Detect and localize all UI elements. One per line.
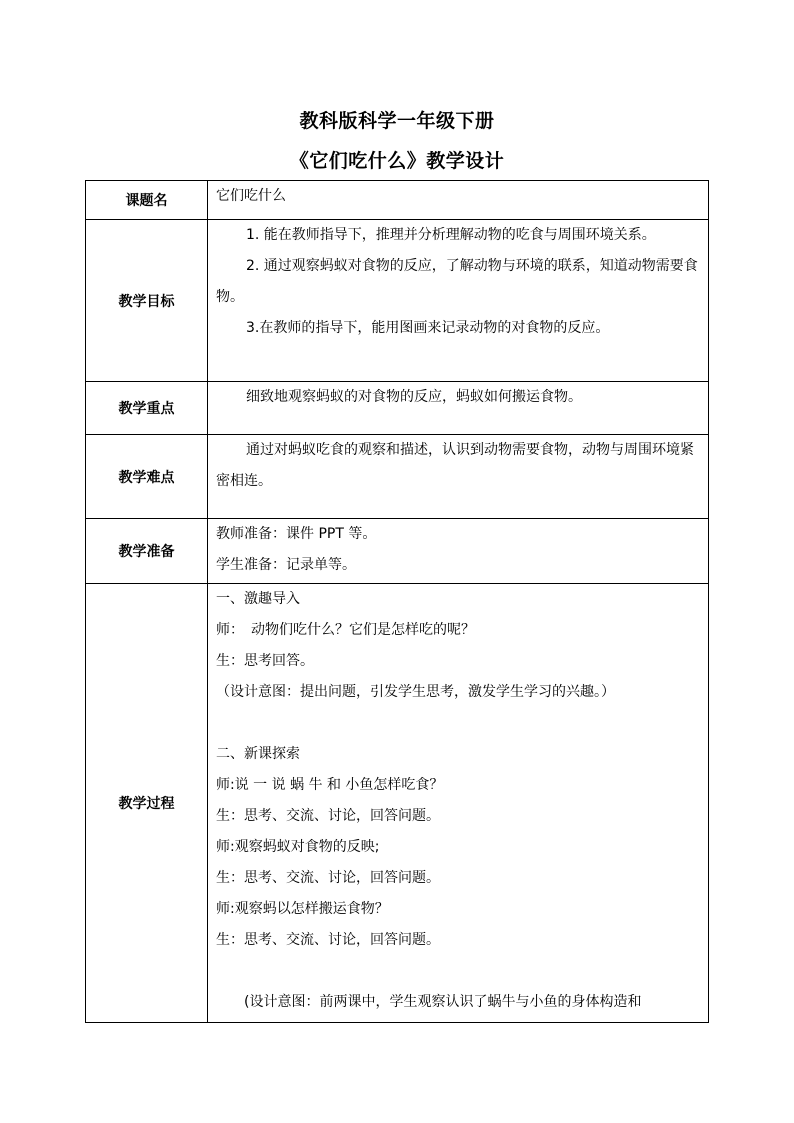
process-line: 师： 动物们吃什么？它们是怎样吃的呢？ xyxy=(216,622,475,638)
goals-content xyxy=(208,220,709,382)
process-line: 生：思考、交流、讨论，回答问题。 xyxy=(216,932,440,948)
process-line: 师:观察蚂以怎样搬运食物？ xyxy=(216,901,389,917)
teacher-preparation: 教师准备：课件 PPT 等。 xyxy=(216,526,377,542)
goals-row xyxy=(86,220,709,382)
process-content xyxy=(208,584,709,1023)
goals-label: 教学目标 xyxy=(86,220,208,382)
topic-row xyxy=(86,181,709,220)
blank-line xyxy=(216,708,702,739)
blank-line xyxy=(216,956,702,987)
difficulties-label: 教学难点 xyxy=(86,435,208,519)
process-line: 一、激趣导入 xyxy=(216,591,300,607)
process-line: 师:观察蚂蚁对食物的反映; xyxy=(216,839,380,855)
process-line: 师:说 一 说 蜗 牛 和 小鱼怎样吃食？ xyxy=(216,777,444,793)
key-points-row xyxy=(86,382,709,435)
key-points-text: 细致地观察蚂蚁的对食物的反应，蚂蚁如何搬运食物。 xyxy=(246,389,582,405)
goal-item-1: 1. 能在教师指导下，推理并分析理解动物的吃食与周围环境关系。 xyxy=(246,227,656,243)
process-line: (设计意图：前两课中，学生观察认识了蜗牛与小鱼的身体构造和 xyxy=(244,994,642,1010)
process-line: 二、新课探索 xyxy=(216,746,300,762)
key-points-content xyxy=(208,382,709,435)
student-preparation: 学生准备：记录单等。 xyxy=(216,557,356,573)
goal-item-2: 2. 通过观察蚂蚁对食物的反应，了解动物与环境的联系，知道动物需要食物。 xyxy=(216,258,698,305)
preparation-content xyxy=(208,519,709,584)
topic-value: 它们吃什么 xyxy=(208,181,709,220)
document-title: 教科版科学一年级下册 xyxy=(299,110,495,132)
lesson-plan-table xyxy=(85,180,709,1023)
process-line: 生：思考回答。 xyxy=(216,653,314,669)
process-line: （设计意图：提出问题，引发学生思考，激发学生学习的兴趣。） xyxy=(216,684,615,700)
preparation-row xyxy=(86,519,709,584)
process-line: 生：思考、交流、讨论，回答问题。 xyxy=(216,808,440,824)
process-label: 教学过程 xyxy=(86,584,208,1023)
preparation-label: 教学准备 xyxy=(86,519,208,584)
difficulties-row xyxy=(86,435,709,519)
process-row xyxy=(86,584,709,1023)
key-points-label: 教学重点 xyxy=(86,382,208,435)
process-line: 生：思考、交流、讨论，回答问题。 xyxy=(216,870,440,886)
topic-label: 课题名 xyxy=(86,181,208,220)
document-subtitle: 《它们吃什么》教学设计 xyxy=(289,150,505,172)
difficulties-content xyxy=(208,435,709,519)
difficulties-text: 通过对蚂蚁吃食的观察和描述，认识到动物需要食物，动物与周围环境紧密相连。 xyxy=(216,442,694,489)
goal-item-3: 3.在教师的指导下，能用图画来记录动物的对食物的反应。 xyxy=(246,320,610,336)
